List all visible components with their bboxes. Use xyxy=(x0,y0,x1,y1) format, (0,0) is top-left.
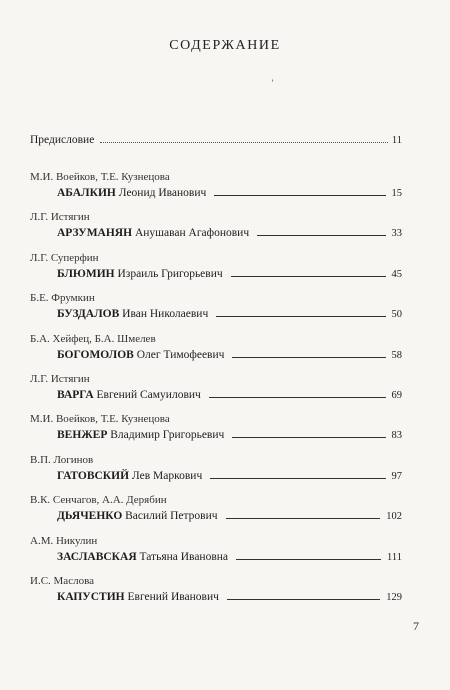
entry-page: 15 xyxy=(391,188,402,199)
entry-title-row xyxy=(57,226,402,241)
entry-surname: ВАРГА xyxy=(57,389,94,401)
entry-title-row xyxy=(57,388,402,403)
entry-page: 33 xyxy=(391,228,402,240)
entry-page: 111 xyxy=(387,551,402,563)
entry-title-row xyxy=(57,550,402,565)
entry-surname: ВЕНЖЕР xyxy=(57,429,108,442)
entry-page: 58 xyxy=(391,349,402,361)
entry-authors: Б.А. Хейфец, Б.А. Шмелев xyxy=(30,332,156,345)
preface-page: 11 xyxy=(391,135,402,146)
entry-given-name: Василий Петрович xyxy=(125,510,218,523)
leader-line xyxy=(214,195,385,196)
entry-title xyxy=(57,348,224,362)
entry-title xyxy=(57,469,202,483)
entry-title xyxy=(57,307,208,321)
entry-title xyxy=(57,428,224,442)
preface-row xyxy=(30,133,402,148)
entry-page: 50 xyxy=(391,309,402,321)
entry-authors: В.П. Логинов xyxy=(30,453,94,466)
entry-authors: М.И. Воейков, Т.Е. Кузнецова xyxy=(30,413,170,426)
entry-title-row xyxy=(57,348,402,363)
entry-given-name: Анушаван Агафонович xyxy=(134,227,250,240)
entry-surname: КАПУСТИН xyxy=(57,591,125,603)
tick-mark: ʼ xyxy=(271,78,274,88)
entry-authors: М.И. Воейков, Т.Е. Кузнецова xyxy=(30,171,170,183)
entry-page: 97 xyxy=(391,470,402,482)
entry-authors: Л.Г. Истягин xyxy=(30,373,90,385)
entry-surname: ГАТОВСКИЙ xyxy=(57,469,130,482)
entry-surname: БОГОМОЛОВ xyxy=(57,348,134,361)
dot-leader xyxy=(100,142,388,143)
entry-given-name: Владимир Григорьевич xyxy=(110,429,225,442)
entry-given-name: Евгений Иванович xyxy=(127,591,219,603)
entry-surname: БЛЮМИН xyxy=(57,267,115,280)
entry-page: 45 xyxy=(391,268,402,280)
leader-line xyxy=(216,316,385,317)
entry-title xyxy=(57,509,218,523)
entry-given-name: Татьяна Ивановна xyxy=(139,550,229,563)
entry-given-name: Олег Тимофеевич xyxy=(136,348,225,361)
leader-line xyxy=(232,437,385,438)
entry-authors: Л.Г. Суперфин xyxy=(30,251,99,264)
entry-title xyxy=(57,590,219,604)
entry-title-row xyxy=(57,186,402,201)
entry-page: 69 xyxy=(391,390,402,401)
leader-line xyxy=(210,478,385,479)
leader-line xyxy=(227,599,380,600)
entry-page: 129 xyxy=(386,592,402,603)
page-number: 7 xyxy=(413,619,419,633)
entry-surname: АБАЛКИН xyxy=(57,187,116,199)
entry-page: 83 xyxy=(391,430,402,442)
leader-line xyxy=(226,518,381,519)
entry-surname: ЗАСЛАВСКАЯ xyxy=(57,550,137,563)
entry-title-row xyxy=(57,509,402,524)
entry-title-row xyxy=(57,307,402,322)
entry-given-name: Израиль Григорьевич xyxy=(117,267,223,280)
entry-surname: АРЗУМАНЯН xyxy=(57,227,133,240)
entry-title xyxy=(57,226,249,240)
leader-line xyxy=(231,276,386,277)
entry-surname: БУЗДАЛОВ xyxy=(57,308,120,321)
entry-given-name: Лев Маркович xyxy=(131,469,203,482)
entry-title xyxy=(57,186,206,200)
entry-given-name: Леонид Иванович xyxy=(118,187,207,199)
entry-title xyxy=(57,267,223,281)
page-heading: СОДЕРЖАНИЕ xyxy=(169,38,281,53)
entry-given-name: Иван Николаевич xyxy=(122,308,209,321)
preface-label: Предисловие xyxy=(30,134,95,146)
entry-given-name: Евгений Самуилович xyxy=(96,389,201,401)
entry-authors: Л.Г. Истягин xyxy=(30,211,90,224)
entry-authors: Б.Е. Фрумкин xyxy=(30,292,95,305)
leader-line xyxy=(236,559,381,560)
entry-title xyxy=(57,550,228,564)
entry-title xyxy=(57,388,201,402)
entry-authors: А.М. Никулин xyxy=(30,534,98,547)
leader-line xyxy=(232,357,385,358)
entry-title-row xyxy=(57,267,402,282)
entry-surname: ДЬЯЧЕНКО xyxy=(57,510,123,523)
entry-title-row xyxy=(57,469,402,484)
entry-title-row xyxy=(57,590,402,605)
entry-page: 102 xyxy=(386,511,402,523)
leader-line xyxy=(257,235,385,236)
entry-authors: И.С. Маслова xyxy=(30,575,94,587)
entry-title-row xyxy=(57,428,402,443)
leader-line xyxy=(209,397,386,398)
entry-authors: В.К. Сенчагов, А.А. Дерябин xyxy=(30,494,167,507)
